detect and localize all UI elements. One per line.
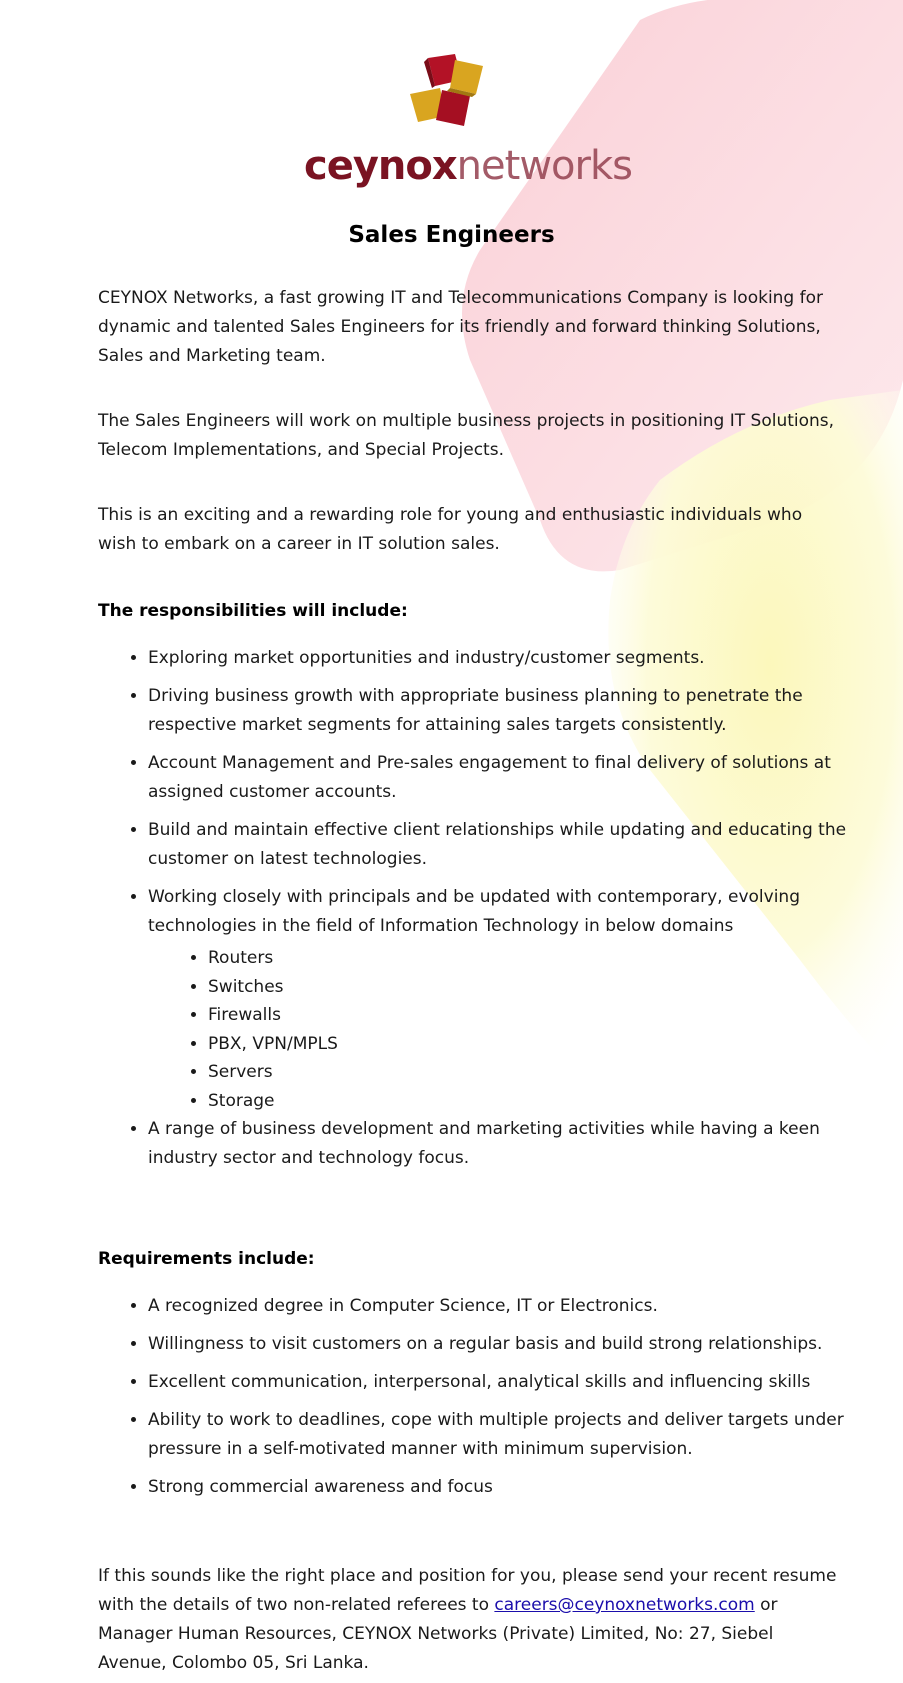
list-item: • Excellent communication, interpersonal, analytical skills and influencing skills [148, 1368, 888, 1397]
page-title: Sales Engineers [348, 222, 555, 248]
logo-brand-bold: ceynox [304, 143, 457, 189]
list-item: • Ability to work to deadlines, cope with multiple projects and deliver targets under pressure in a self-motivated manner with minimum supervision. [148, 1406, 888, 1464]
logo-brand-light: networks [456, 143, 632, 189]
company-logo [300, 50, 640, 200]
intro-paragraph: This is an exciting and a rewarding role for young and enthusiastic individuals who wish to embark on a career in IT solution sales. [98, 505, 803, 554]
domains-list [148, 944, 888, 1115]
closing-text: If this sounds like the right place and position for you, please send your recent resume with the details of two non-related referees to [98, 1566, 837, 1615]
requirements-list [98, 1292, 888, 1511]
list-item: • A range of business development and marketing activities while having a keen industry sector and technology focus. [148, 1115, 888, 1173]
domain-item: • Storage [208, 1087, 888, 1116]
responsibilities-list [98, 644, 888, 1182]
logo-wordmark [304, 142, 632, 190]
list-item: • Build and maintain effective client relationships while updating and educating the customer on latest technologies. [148, 816, 888, 874]
list-item: • A recognized degree in Computer Science, IT or Electronics. [148, 1292, 888, 1321]
domain-item: • PBX, VPN/MPLS [208, 1030, 888, 1059]
domain-item: • Servers [208, 1058, 888, 1087]
list-item: • Exploring market opportunities and industry/customer segments. [148, 644, 888, 673]
intro-paragraph: The Sales Engineers will work on multiple business projects in positioning IT Solutions, Telecom Implementations, and Special Projects. [98, 411, 835, 460]
domain-item: • Switches [208, 973, 888, 1002]
list-item [148, 883, 888, 1115]
domain-item: • Firewalls [208, 1001, 888, 1030]
requirements-heading: Requirements include: [98, 1249, 315, 1269]
closing-paragraph [98, 1562, 838, 1678]
careers-email-link[interactable]: careers@ceynoxnetworks.com [494, 1595, 755, 1615]
domain-item: • Routers [208, 944, 888, 973]
list-item: • Driving business growth with appropriate business planning to penetrate the respective market segments for attaining sales targets consistently. [148, 682, 888, 740]
list-item: • Willingness to visit customers on a regular basis and build strong relationships. [148, 1330, 888, 1359]
list-item: • Strong commercial awareness and focus [148, 1473, 888, 1502]
list-item: • Account Management and Pre-sales engagement to final delivery of solutions at assigned customer accounts. [148, 749, 888, 807]
closing-text: or Manager Human Resources, CEYNOX Networks (Private) Limited, No: 27, Siebel Avenue, Colombo 05, Sri Lanka. [98, 1595, 778, 1673]
intro-paragraph: CEYNOX Networks, a fast growing IT and Telecommunications Company is looking for dynamic and talented Sales Engineers for its friendly and forward thinking Solutions, Sales and Marketing team. [98, 288, 824, 366]
responsibilities-heading: The responsibilities will include: [98, 601, 408, 621]
list-item-text: Working closely with principals and be updated with contemporary, evolving technologies in the field of Information Technology in below domains [148, 887, 800, 936]
logo-cubes-icon [300, 50, 640, 150]
